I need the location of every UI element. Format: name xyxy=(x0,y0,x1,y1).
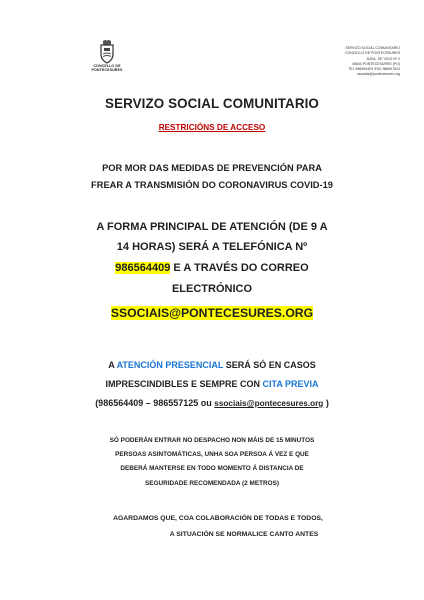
reason-line-1: POR MOR DAS MEDIDAS DE PREVENCIÓN PARA xyxy=(102,163,322,173)
email-highlight: SSOCIAIS@PONTECESURES.ORG xyxy=(110,306,314,320)
phone-number-highlight: 986564409 xyxy=(115,262,171,274)
rules-line-1: SÓ PODERÁN ENTRAR NO DESPACHO NON MÁIS DE 15 MINUTOS xyxy=(109,437,315,444)
presencial-l2-a: IMPRESCINDIBLES E SEMPRE CON xyxy=(105,379,263,389)
presencial-phones: (986564409 – 986557125 ou xyxy=(95,398,215,408)
address-line: AVDA. DE VIGO Nº 2 xyxy=(366,56,400,61)
rules-line-3: DEBERÁ MANTERSE EN TODO MOMENTO Á DISTANCIA DE xyxy=(120,465,304,472)
appointment-label: CITA PREVIA xyxy=(262,379,319,389)
page-subtitle: RESTRICIÓNS DE ACCESO xyxy=(158,123,266,132)
email-link[interactable]: ssociais@pontecesures.org xyxy=(214,399,324,408)
coat-of-arms-icon xyxy=(98,40,116,64)
address-line: SERVIZO SOCIAL COMUNITARIO xyxy=(345,46,400,50)
main-line-3 xyxy=(0,262,424,274)
reason-line-2: FREAR A TRANSMISIÓN DO CORONAVIRUS COVID-19 xyxy=(91,180,333,190)
address-line: ssociais@pontecesures.org xyxy=(356,72,400,77)
rules-line-4: SEGURIDADE RECOMENDADA (2 METROS) xyxy=(145,480,279,487)
municipal-crest xyxy=(87,40,127,73)
page-title: SERVIZO SOCIAL COMUNITARIO xyxy=(105,96,319,111)
main-line-3-rest: E A TRAVÉS DO CORREO xyxy=(170,262,309,274)
rules-line-2: PERSOAS ASINTOMÁTICAS, UNHA SOA PERSOA Á VEZ E QUE xyxy=(115,451,309,458)
presencial-line-3 xyxy=(0,398,424,408)
email-highlight-line xyxy=(0,306,424,320)
crest-caption-2: PONTECESURES xyxy=(91,68,123,73)
closing-line-2: A SITUACIÓN SE NORMALICE CANTO ANTES xyxy=(169,531,319,538)
main-line-2: 14 HORAS) SERÁ A TELEFÓNICA Nº xyxy=(116,241,308,253)
closing-line-1: AGARDAMOS QUE, COA COLABORACIÓN DE TODAS E TODOS, xyxy=(113,515,323,522)
address-line: CONCELLO DE PONTECESURES xyxy=(344,51,400,56)
presencial-line-2 xyxy=(0,379,424,389)
address-line: TEL 986564409 /FAX 986557524 xyxy=(348,67,400,72)
crest-caption-1: CONCELLO DE xyxy=(93,64,121,68)
main-line-4: ELECTRÓNICO xyxy=(171,283,253,295)
presencial-attention-label: ATENCIÓN PRESENCIAL xyxy=(116,360,224,370)
address-block xyxy=(318,46,400,78)
presencial-line-1 xyxy=(0,360,424,370)
presencial-l3-c: ) xyxy=(323,398,329,408)
address-line: 36640 PONTECESURES (PO) xyxy=(351,61,400,66)
presencial-l1-c: SERÁ SÓ EN CASOS xyxy=(223,360,316,370)
presencial-l1-a: A xyxy=(108,360,117,370)
main-line-1: A FORMA PRINCIPAL DE ATENCIÓN (DE 9 A xyxy=(96,221,328,233)
